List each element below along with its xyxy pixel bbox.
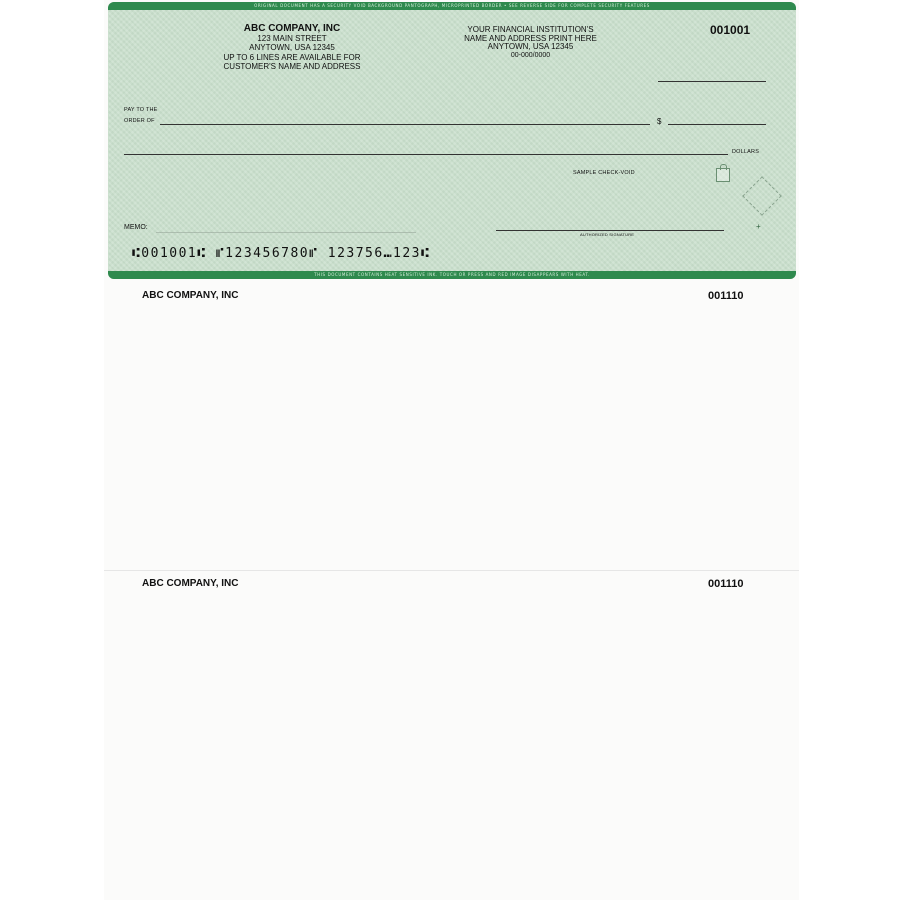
sample-void-label: SAMPLE CHECK-VOID (573, 170, 635, 176)
dollars-label: DOLLARS (732, 149, 760, 155)
security-border-bottom: THIS DOCUMENT CONTAINS HEAT SENSITIVE INK. TOUCH OR PRESS AND RED IMAGE DISAPPEARS WITH HEAT. (108, 271, 796, 279)
routing-fraction: 00-000/0000 (510, 51, 551, 59)
signature-line (496, 230, 724, 231)
memo-line (156, 232, 416, 233)
company-name: ABC COMPANY, INC (243, 23, 341, 34)
check (108, 2, 796, 279)
bank-line-2: NAME AND ADDRESS PRINT HERE (464, 33, 597, 43)
company-line-4: UP TO 6 LINES ARE AVAILABLE FOR (223, 52, 361, 62)
company-line-5: CUSTOMER'S NAME AND ADDRESS (223, 62, 361, 71)
bank-line-1: YOUR FINANCIAL INSTITUTION'S (467, 25, 594, 34)
micr-line: ⑆001001⑆ ⑈123456780⑈ 123756⑉123⑆ (132, 246, 431, 261)
pay-to-label: PAY TO THE (124, 107, 158, 113)
payee-line (160, 124, 650, 125)
written-amount-line (124, 154, 728, 155)
signature-label: AUTHORIZED SIGNATURE (580, 232, 635, 237)
date-line (658, 81, 766, 82)
stub-2-number: 001110 (708, 578, 744, 590)
dollar-sign: $ (657, 117, 662, 126)
bank-line-3: ANYTOWN, USA 12345 (487, 42, 574, 52)
company-city: ANYTOWN, USA 12345 (249, 43, 335, 52)
stub-1-number: 001110 (708, 290, 744, 302)
check-number: 001001 (710, 23, 751, 37)
company-street: 123 MAIN STREET (257, 33, 327, 43)
bank-address-block (428, 26, 633, 60)
security-border-top: ORIGINAL DOCUMENT HAS A SECURITY VOID BACKGROUND PANTOGRAPH, MICROPRINTED BORDER • SEE REVERSE SIDE FOR COMPLETE SECURITY FEATURES (108, 2, 796, 10)
padlock-icon (716, 168, 730, 182)
stub-1-company: ABC COMPANY, INC (142, 290, 239, 301)
perforation-line (104, 570, 799, 571)
amount-line (668, 124, 766, 125)
order-of-label: ORDER OF (124, 118, 155, 124)
security-diamond-icon (742, 176, 782, 216)
memo-label: MEMO: (124, 224, 148, 231)
stub-2-company: ABC COMPANY, INC (142, 578, 239, 589)
plus-icon: + (756, 222, 761, 231)
company-address-block (192, 24, 392, 72)
